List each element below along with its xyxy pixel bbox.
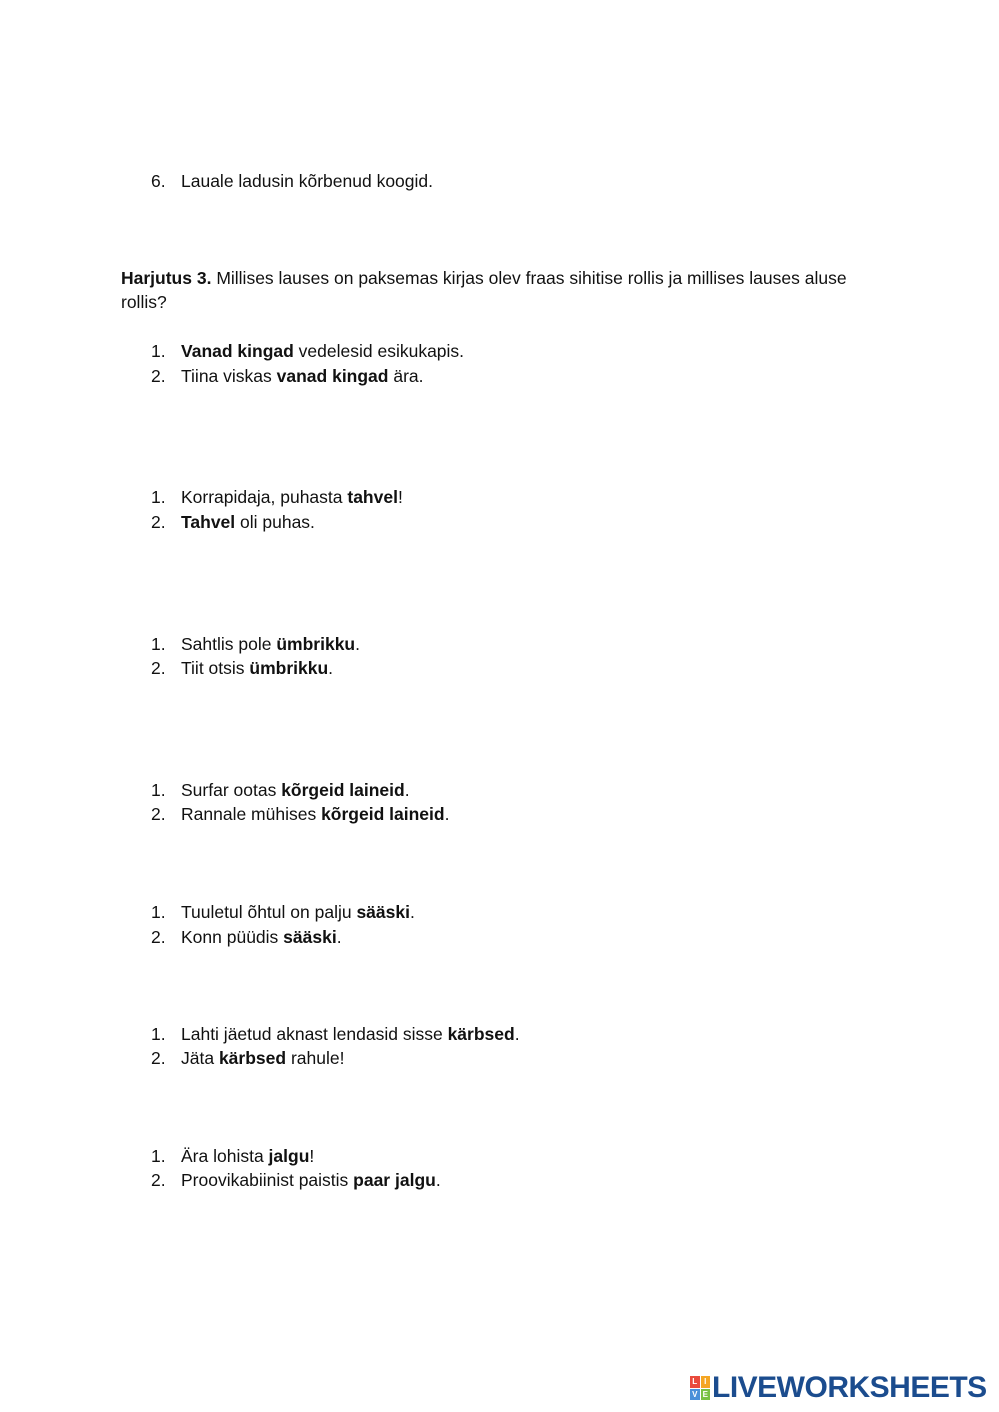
bold-phrase: tahvel: [347, 487, 398, 507]
logo-tile: E: [701, 1389, 711, 1401]
item-text: Sahtlis pole ümbrikku.: [181, 634, 360, 654]
item-number: 1.: [151, 1146, 166, 1166]
item-text: Tiina viskas vanad kingad ära.: [181, 366, 424, 386]
item-text: Korrapidaja, puhasta tahvel!: [181, 487, 403, 507]
item-text: Rannale mühises kõrgeid laineid.: [181, 804, 450, 824]
item-number: 2.: [151, 927, 166, 947]
item-number: 2.: [151, 1048, 166, 1068]
item-number: 1.: [151, 341, 166, 361]
item-number: 2.: [151, 1170, 166, 1190]
bold-phrase: kõrgeid laineid: [321, 804, 445, 824]
item-text: Konn püüdis sääski.: [181, 927, 342, 947]
bold-phrase: jalgu: [268, 1146, 310, 1166]
item-number: 1.: [151, 902, 166, 922]
item-text: Proovikabiinist paistis paar jalgu.: [181, 1170, 441, 1190]
item-text: Tahvel oli puhas.: [181, 512, 315, 532]
item-number: 1.: [151, 634, 166, 654]
bold-phrase: paar jalgu: [353, 1170, 436, 1190]
item-text: Lauale ladusin kõrbenud koogid.: [181, 171, 433, 191]
item-text: Jäta kärbsed rahule!: [181, 1048, 345, 1068]
live-logo-icon: [690, 1376, 710, 1400]
item-number: 2.: [151, 366, 166, 386]
exercise-heading: [121, 266, 861, 314]
logo-text: LIVEWORKSHEETS: [712, 1371, 987, 1404]
logo-tile: I: [701, 1376, 711, 1388]
bold-phrase: vanad kingad: [276, 366, 389, 386]
item-number: 6.: [151, 171, 166, 191]
item-text: Surfar ootas kõrgeid laineid.: [181, 780, 410, 800]
logo-tile: V: [690, 1389, 700, 1401]
bold-phrase: Vanad kingad: [181, 341, 294, 361]
exercise-label: Harjutus 3.: [121, 268, 212, 288]
bold-phrase: kõrgeid laineid: [281, 780, 405, 800]
item-number: 2.: [151, 658, 166, 678]
bold-phrase: sääski: [356, 902, 410, 922]
item-text: Vanad kingad vedelesid esikukapis.: [181, 341, 465, 361]
item-text: Tiit otsis ümbrikku.: [181, 658, 334, 678]
item-text: Ära lohista jalgu!: [181, 1146, 315, 1166]
item-number: 1.: [151, 780, 166, 800]
liveworksheets-logo: [690, 1372, 987, 1404]
bold-phrase: ümbrikku: [276, 634, 356, 654]
logo-tile: L: [690, 1376, 700, 1388]
bold-phrase: kärbsed: [218, 1048, 287, 1068]
item-number: 1.: [151, 487, 166, 507]
bold-phrase: sääski: [283, 927, 337, 947]
bold-phrase: kärbsed: [447, 1024, 515, 1044]
item-text: Tuuletul õhtul on palju sääski.: [181, 902, 415, 922]
item-number: 2.: [151, 804, 166, 824]
item-text: Lahti jäetud aknast lendasid sisse kärbsed.: [181, 1024, 520, 1044]
item-number: 1.: [151, 1024, 166, 1044]
bold-phrase: Tahvel: [181, 512, 236, 532]
exercise-instruction: Millises lauses on paksemas kirjas olev fraas sihitise rollis ja millises lauses aluse rollis?: [121, 268, 847, 312]
bold-phrase: ümbrikku: [249, 658, 329, 678]
item-number: 2.: [151, 512, 166, 532]
